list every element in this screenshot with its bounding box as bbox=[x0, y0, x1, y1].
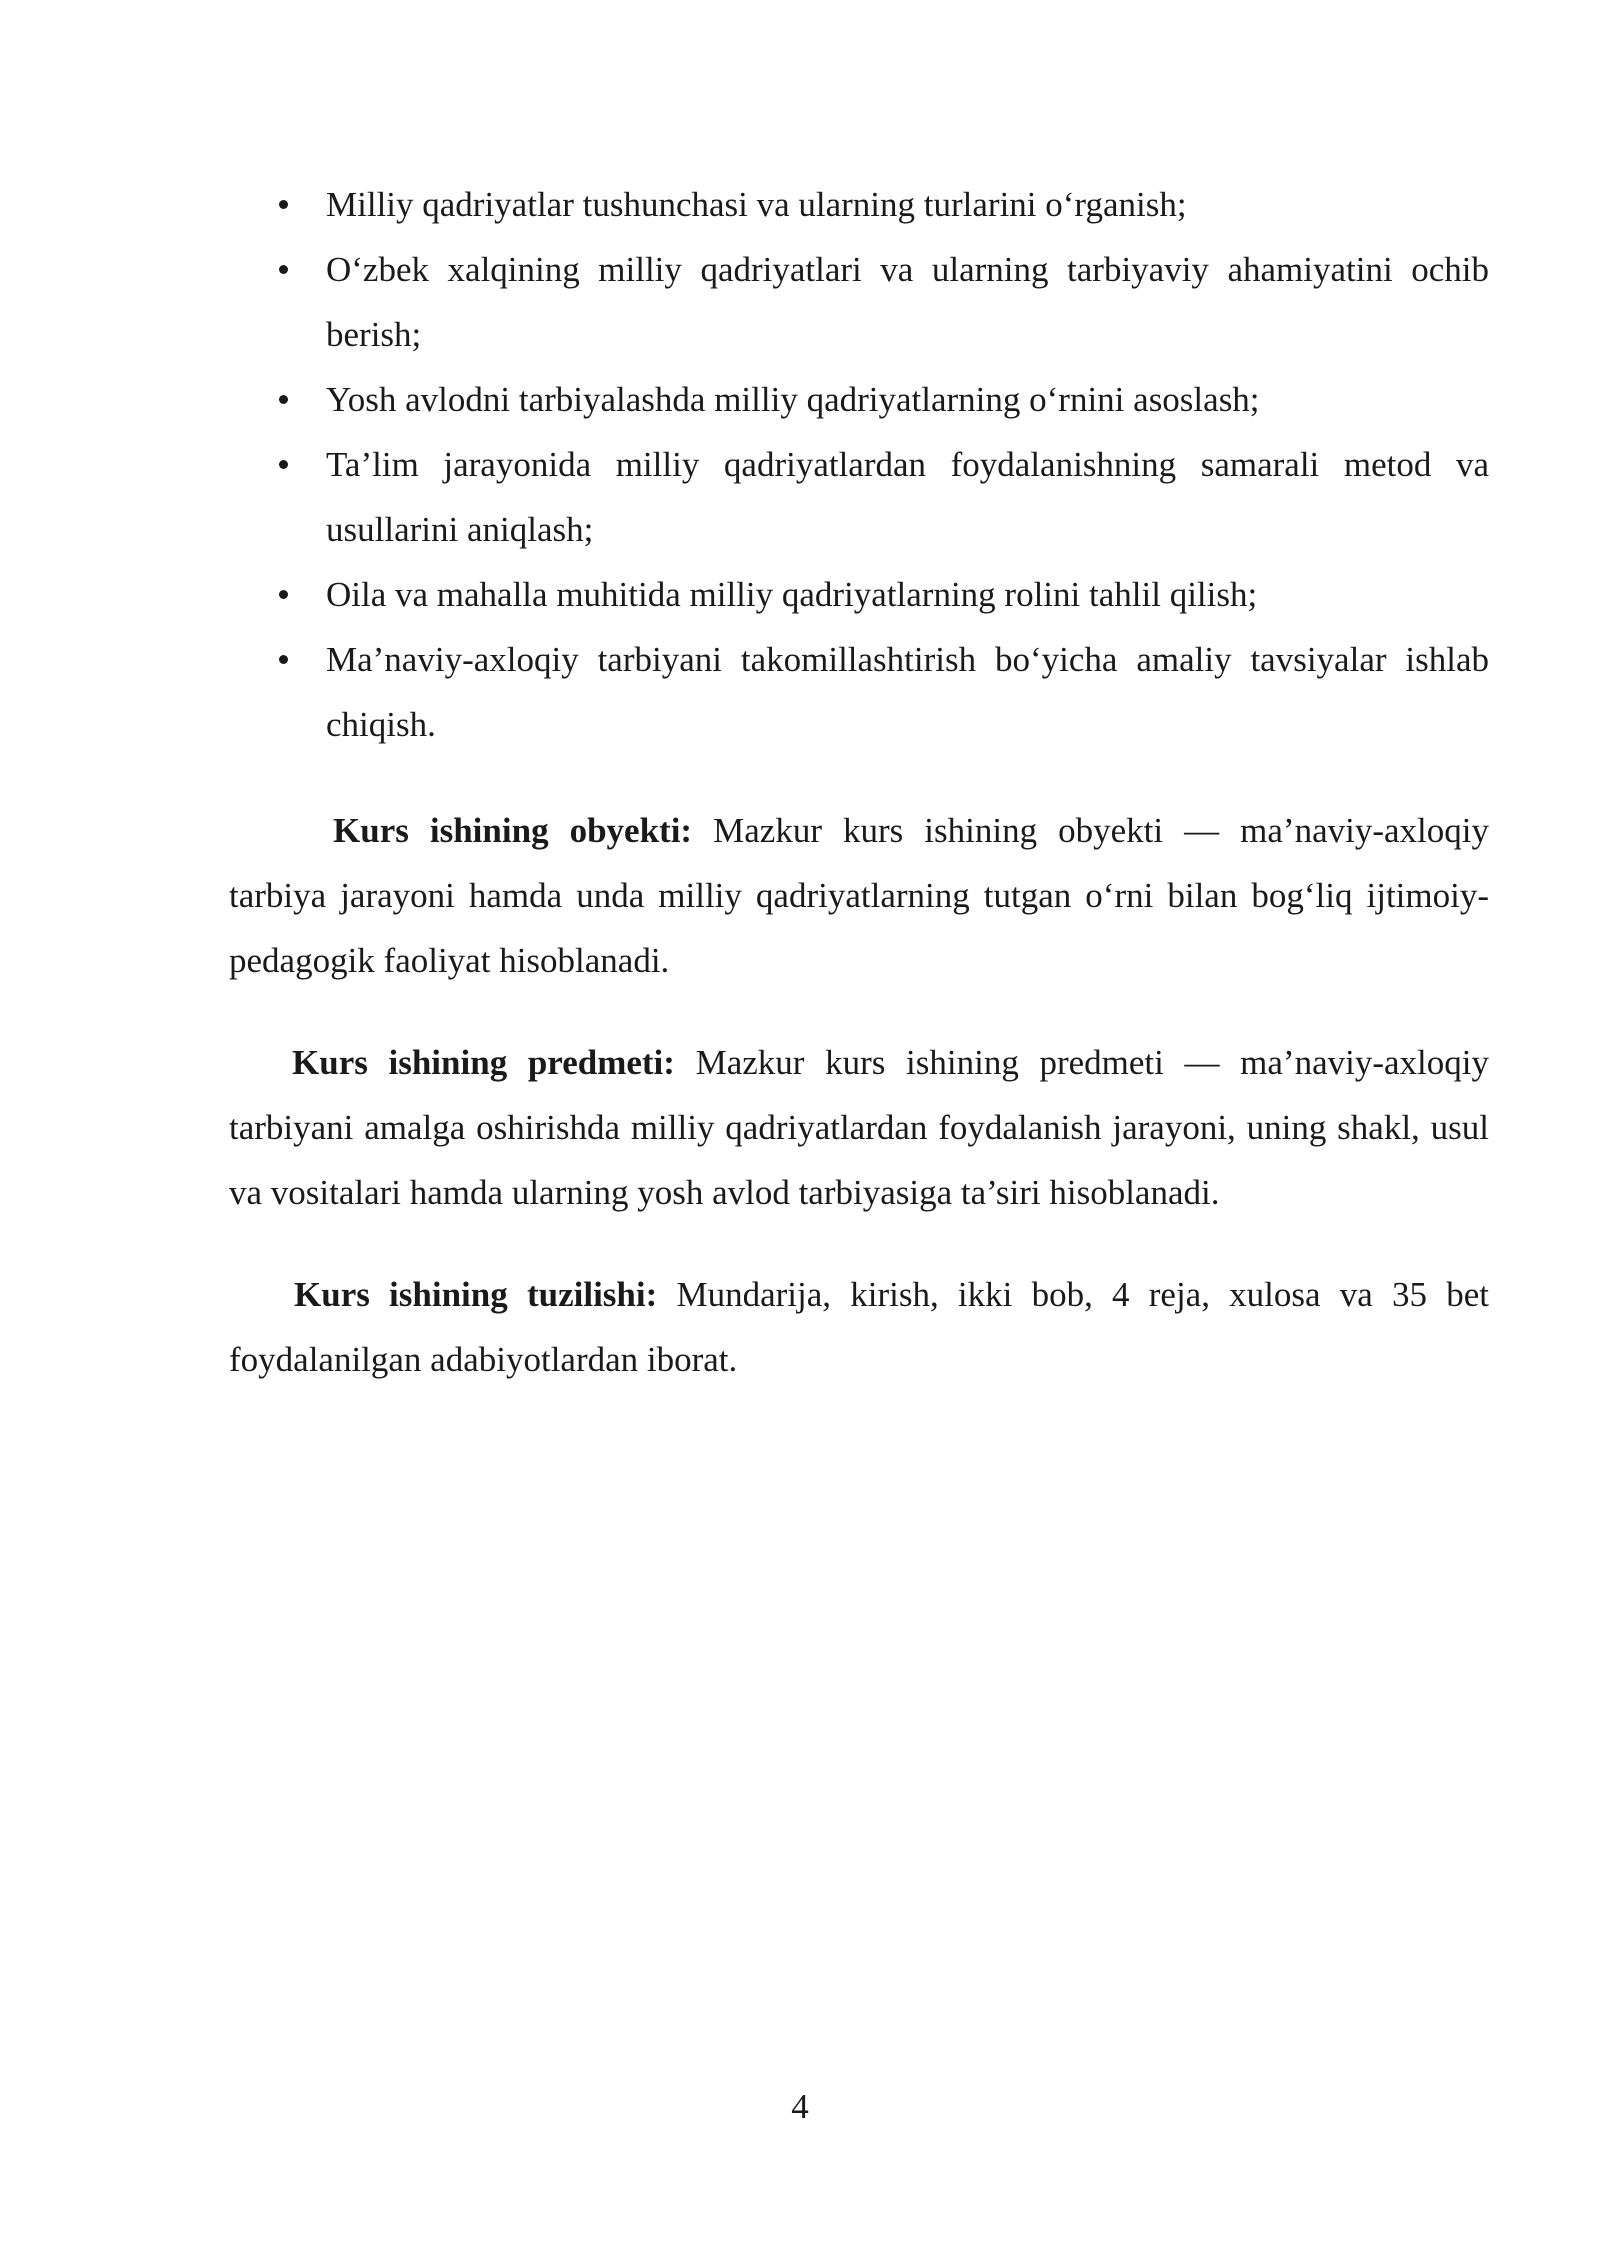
structure-text: Mundarija, kirish, ikki bob, 4 reja, xulosa va 35 bet foydalanilgan adabiyotlardan iborat. bbox=[229, 1275, 1490, 1379]
list-item bbox=[229, 172, 1489, 237]
list-item bbox=[229, 562, 1489, 627]
bullet-icon bbox=[279, 200, 288, 209]
list-item bbox=[229, 367, 1489, 432]
object-paragraph bbox=[229, 798, 1489, 993]
subject-text: Mazkur kurs ishining predmeti — ma’naviy-axloqiy tarbiyani amalga oshirishda milliy qadriyatlardan foydalanish jarayoni, uning shakl, usul va vositalari hamda ularning yosh avlod tarbiyasiga ta’siri hisoblanadi. bbox=[229, 1043, 1489, 1212]
list-item bbox=[229, 432, 1489, 562]
list-item-text: Ta’lim jarayonida milliy qadriyatlardan foydalanishning samarali metod va usullarini aniqlash; bbox=[326, 445, 1489, 549]
list-item-text: Yosh avlodni tarbiyalashda milliy qadriyatlarning o‘rnini asoslash; bbox=[326, 380, 1260, 419]
structure-label: Kurs ishining tuzilishi: bbox=[294, 1275, 658, 1314]
list-item-text: Milliy qadriyatlar tushunchasi va ularning turlarini o‘rganish; bbox=[326, 185, 1187, 224]
bullet-icon bbox=[279, 655, 288, 664]
objectives-list bbox=[229, 172, 1489, 757]
list-item bbox=[229, 627, 1489, 757]
bullet-icon bbox=[279, 395, 288, 404]
list-item bbox=[229, 237, 1489, 367]
object-label: Kurs ishining obyekti: bbox=[333, 811, 693, 850]
bullet-icon bbox=[279, 460, 288, 469]
list-item-text: O‘zbek xalqining milliy qadriyatlari va ularning tarbiyaviy ahamiyatini ochib berish; bbox=[326, 250, 1489, 354]
list-item-text: Oila va mahalla muhitida milliy qadriyatlarning rolini tahlil qilish; bbox=[326, 575, 1258, 614]
object-text: Mazkur kurs ishining obyekti — ma’naviy-axloqiy tarbiya jarayoni hamda unda milliy qadriyatlarning tutgan o‘rni bilan bog‘liq ijtimoiy-pedagogik faoliyat hisoblanadi. bbox=[229, 811, 1489, 980]
list-item-text: Ma’naviy-axloqiy tarbiyani takomillashtirish bo‘yicha amaliy tavsiyalar ishlab chiqish. bbox=[326, 640, 1489, 744]
bullet-icon bbox=[279, 265, 288, 274]
page-number: 4 bbox=[791, 2087, 809, 2126]
subject-paragraph bbox=[229, 1030, 1489, 1225]
structure-paragraph bbox=[229, 1262, 1489, 1392]
bullet-icon bbox=[279, 590, 288, 599]
subject-label: Kurs ishining predmeti: bbox=[292, 1043, 675, 1082]
